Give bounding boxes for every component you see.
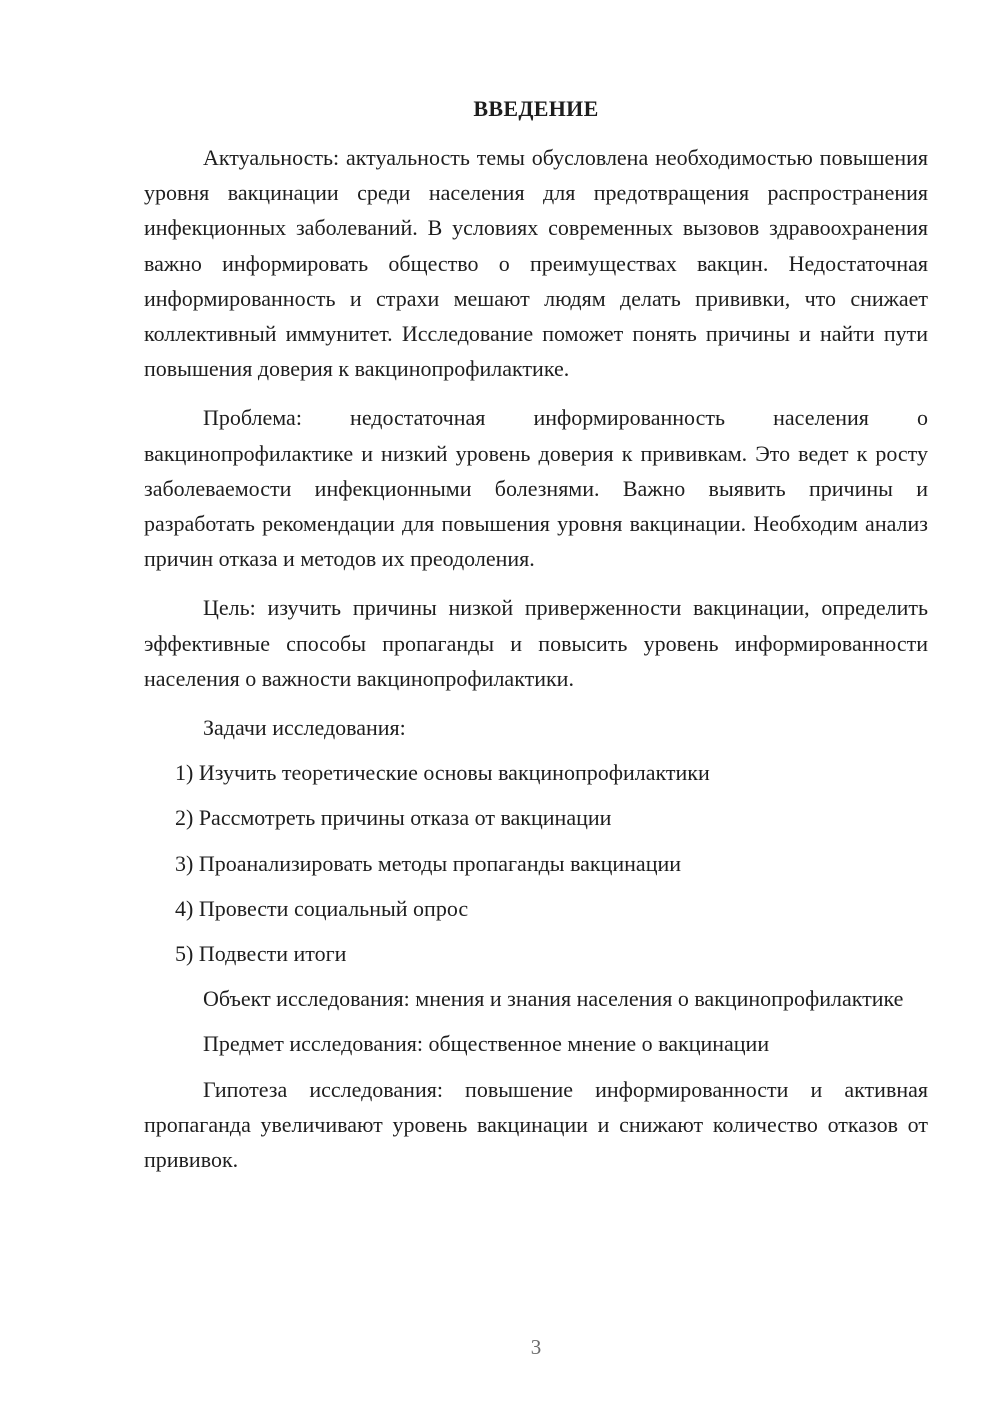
task-item-4: 4) Провести социальный опрос — [175, 895, 469, 921]
paragraph-goal: Цель: изучить причины низкой приверженности вакцинации, определить эффективные способы пропаганды и повысить уровень информированности населения о важности вакцинопрофилактики. — [144, 595, 928, 691]
paragraph-relevance: Актуальность: актуальность темы обусловлена необходимостью повышения уровня вакцинации среди населения для предотвращения распространения инфекционных заболеваний. В условиях современных вызовов здравоохранения важно информировать общество о преимуществах вакцин. Недостаточная информированность и страхи мешают людям делать прививки, что снижает коллективный иммунитет. Исследование поможет понять причины и найти пути повышения доверия к вакцинопрофилактике. — [144, 145, 928, 382]
paragraph-subject: Предмет исследования: общественное мнение о вакцинации — [203, 1031, 770, 1057]
paragraph-problem: Проблема: недостаточная информированность населения о вакцинопрофилактике и низкий уровень доверия к прививкам. Это ведет к росту заболеваемости инфекционными болезнями. Важно выявить причины и разработать рекомендации для повышения уровня вакцинации. Необходим анализ причин отказа и методов их преодоления. — [144, 405, 928, 572]
paragraph-object: Объект исследования: мнения и знания населения о вакцинопрофилактике — [203, 986, 904, 1012]
task-item-2: 2) Рассмотреть причины отказа от вакцинации — [175, 805, 612, 831]
tasks-list — [144, 755, 928, 971]
task-item-3: 3) Проанализировать методы пропаганды вакцинации — [175, 850, 682, 876]
section-heading: ВВЕДЕНИЕ — [473, 96, 599, 121]
task-item-1: 1) Изучить теоретические основы вакцинопрофилактики — [175, 760, 710, 786]
paragraph-hypothesis: Гипотеза исследования: повышение информированности и активная пропаганда увеличивают уровень вакцинации и снижают количество отказов от прививок. — [144, 1076, 928, 1173]
page-content — [144, 94, 928, 1191]
task-item-5: 5) Подвести итоги — [175, 941, 347, 967]
tasks-title: Задачи исследования: — [203, 715, 406, 741]
page-number: 3 — [530, 1335, 542, 1359]
